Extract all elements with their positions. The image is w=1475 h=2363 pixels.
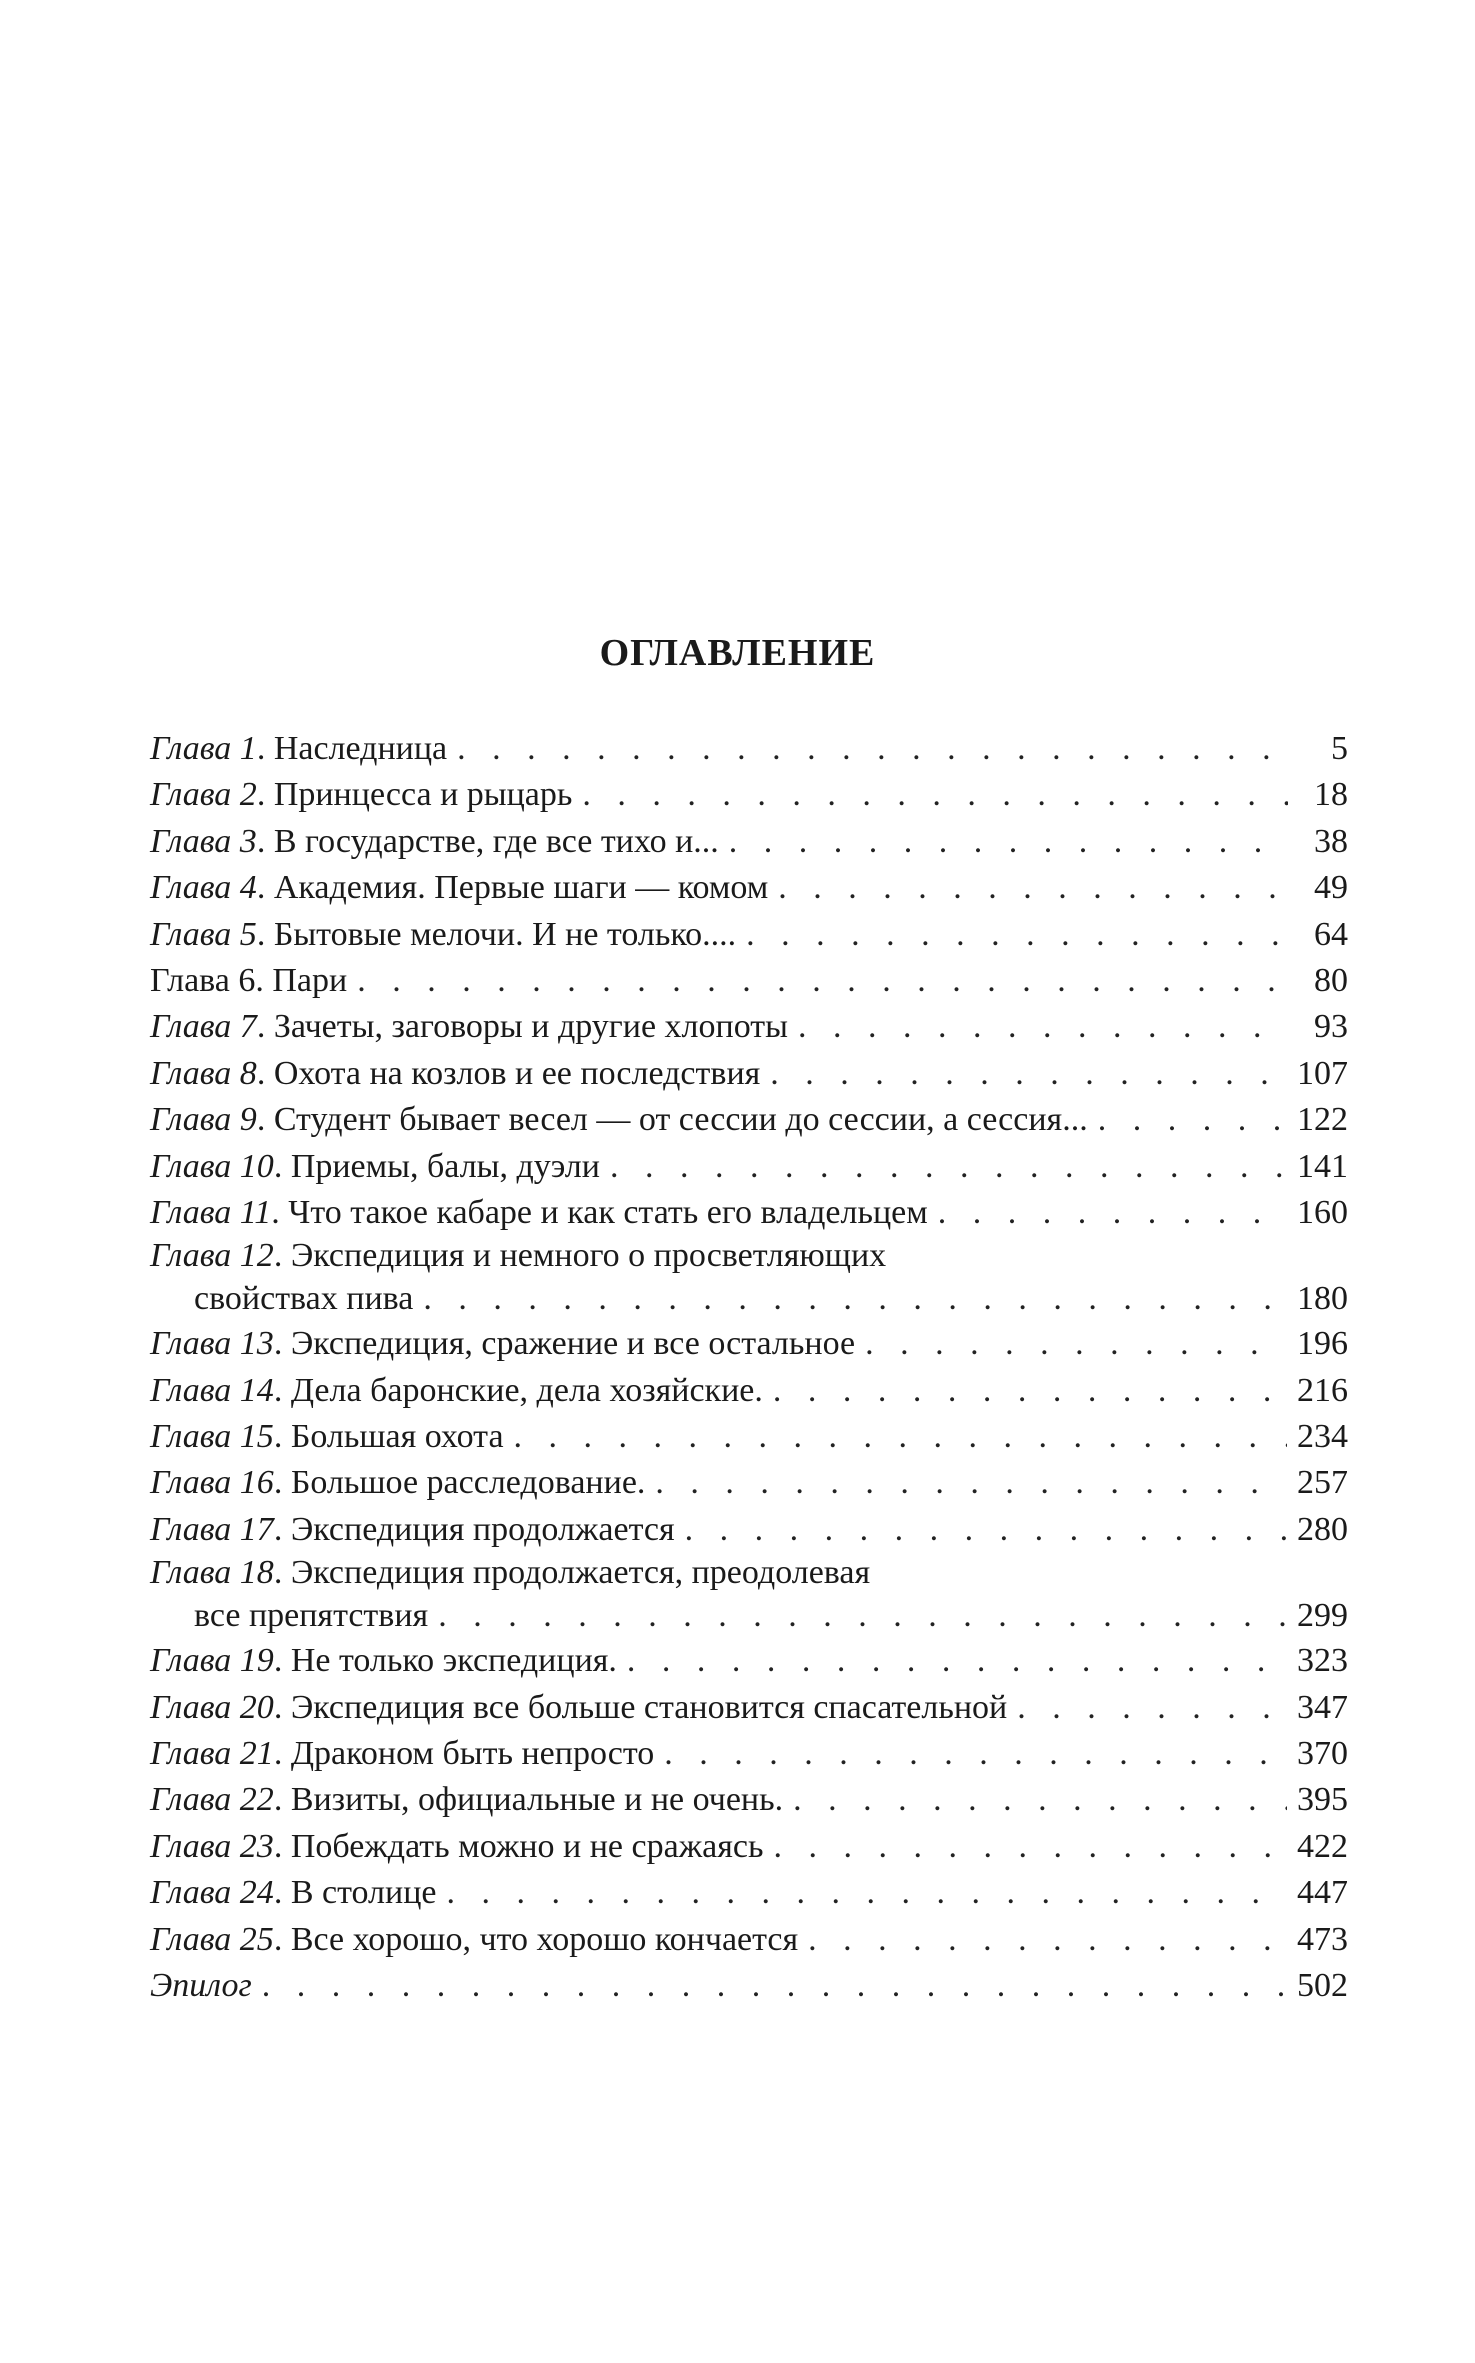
toc-entry-separator: . [256,869,274,907]
toc-entry-title: Большая охота [290,1418,504,1456]
toc-entry-label: Глава 20 [150,1688,274,1726]
toc-dot-leader [778,865,1288,911]
toc-entry-title: Экспедиция продолжается [290,1510,675,1548]
toc-entry-label: Глава 14 [150,1371,274,1409]
toc-entry-page-number: 107 [1297,1054,1348,1092]
toc-entry-label: Глава 12 [150,1237,274,1275]
toc-dot-leader [685,1507,1287,1553]
toc-dot-leader [938,1190,1287,1236]
toc-entry [150,1051,1348,1097]
toc-entry-separator: . [273,1147,291,1185]
toc-entry-separator: . [273,1920,291,1958]
toc-entry [150,1321,1348,1367]
toc-entry [150,1414,1348,1460]
toc-entry-separator: . [256,1054,274,1092]
toc-entry [150,726,1348,772]
toc-entry-page-number: 323 [1297,1642,1348,1680]
toc-dot-leader [582,772,1288,818]
toc-entry-separator: . [256,776,274,814]
toc-entry [150,958,1348,1004]
toc-entry [150,1460,1348,1506]
toc-entry-page-number: 180 [1297,1280,1348,1318]
toc-entry-label: Глава 7 [150,1008,257,1046]
toc-entry [150,1507,1348,1553]
toc-entry [150,1963,1348,2009]
toc-entry-label: Глава 13 [150,1325,274,1363]
toc-dot-leader [793,1777,1287,1823]
toc-dot-leader [423,1276,1287,1321]
toc-entry-page-number: 64 [1314,915,1348,953]
toc-entry-title: Приемы, балы, дуэли [290,1147,600,1185]
toc-entry-title: Охота на козлов и ее последствия [273,1054,761,1092]
toc-entry-separator: . [256,730,274,767]
toc-entry-separator: . [273,1237,291,1275]
toc-entry-page-number: 280 [1297,1510,1348,1548]
toc-entry-page-number: 257 [1297,1464,1348,1502]
toc-entry-page-number: 370 [1297,1735,1348,1773]
toc-entry-title-continued: все препятствия [194,1597,429,1635]
toc-entry-title-continued: свойствах пива [194,1280,414,1318]
toc-entry-separator: . [255,961,273,999]
toc-entry-title: В государстве, где все тихо и... [273,822,719,860]
toc-entry-page-number: 93 [1314,1008,1348,1046]
toc-entry-title: Академия. Первые шаги — комом [273,869,769,907]
toc-dot-leader [865,1321,1287,1367]
toc-entry-page-number: 299 [1297,1597,1348,1635]
toc-dot-leader [746,912,1288,958]
toc-entry-label: Глава 5 [150,915,257,953]
toc-entry-separator: . [273,1642,291,1680]
toc-entry [150,1097,1348,1143]
toc-entry-page-number: 38 [1314,822,1348,860]
toc-entry-title: Дела баронские, дела хозяйские. [290,1371,763,1409]
toc-dot-leader [457,726,1288,772]
toc-dot-leader [664,1731,1287,1777]
toc-entry [150,1144,1348,1190]
toc-entry-title: Принцесса и рыцарь [273,776,573,814]
toc-entry-label: Глава 8 [150,1054,257,1092]
toc-entry-label: Глава 3 [150,822,257,860]
toc-entry-title: Наследница [273,730,448,767]
toc-entry-label: Глава 10 [150,1147,274,1185]
toc-entry-title: Пари [272,961,348,999]
toc-entry-label: Глава 15 [150,1418,274,1456]
toc-entry [150,865,1348,911]
toc-entry-title: Драконом быть непросто [290,1735,655,1773]
toc-entry-page-number: 447 [1297,1874,1348,1912]
toc-dot-leader [357,958,1288,1004]
toc-entry [150,772,1348,818]
toc-entry-separator: . [273,1554,291,1592]
toc-entry [150,1190,1348,1236]
toc-dot-leader [770,1051,1287,1097]
toc-entry-label: Глава 18 [150,1554,274,1592]
toc-entry [150,819,1348,865]
toc-entry-title: Визиты, официальные и не очень. [290,1781,784,1819]
toc-entry-label: Глава 2 [150,776,257,814]
toc-entry-separator: . [256,822,274,860]
toc-entry [150,1004,1348,1050]
toc-entry [150,1236,1348,1321]
toc-entry-label: Глава 6 [150,961,256,999]
toc-entry-title: Большое расследование. [290,1464,646,1502]
toc-entry-separator: . [273,1735,291,1773]
toc-entry-separator: . [256,1008,274,1046]
toc-entry-title: В столице [290,1874,437,1912]
toc-entry-separator: . [273,1325,291,1363]
toc-entry-label: Глава 22 [150,1781,274,1819]
toc-dot-leader [729,819,1288,865]
toc-entry [150,1731,1348,1777]
toc-entry-separator: . [273,1781,291,1819]
table-of-contents [150,726,1348,2009]
toc-entry-label: Глава 4 [150,869,257,907]
toc-entry [150,1870,1348,1916]
toc-entry [150,1638,1348,1684]
toc-entry-label: Глава 9 [150,1101,257,1139]
toc-entry-separator: . [273,1510,291,1548]
toc-entry-page-number: 18 [1314,776,1348,814]
toc-entry-title: Экспедиция и немного о просветляющих [290,1237,887,1275]
toc-dot-leader [627,1638,1287,1684]
toc-entry-label: Эпилог [150,1966,252,2004]
toc-entry-title: Экспедиция все больше становится спасательной [290,1688,1008,1726]
toc-dot-leader [774,1824,1287,1870]
toc-entry-page-number: 234 [1297,1418,1348,1456]
toc-entry [150,1824,1348,1870]
toc-entry [150,1777,1348,1823]
page-title: ОГЛАВЛЕНИЕ [599,632,876,674]
toc-entry-separator: . [273,1371,291,1409]
toc-entry-title: Зачеты, заговоры и другие хлопоты [273,1008,788,1046]
toc-entry-separator: . [273,1874,291,1912]
toc-dot-leader [1017,1685,1287,1731]
toc-entry-label: Глава 16 [150,1464,274,1502]
toc-entry-separator: . [273,1418,291,1456]
toc-entry-page-number: 141 [1297,1147,1348,1185]
toc-entry-separator: . [273,1688,291,1726]
toc-dot-leader [514,1414,1287,1460]
toc-entry-separator: . [256,915,274,953]
toc-entry-separator: . [271,1193,289,1231]
toc-entry-separator: . [256,1101,274,1139]
toc-entry-label: Глава 24 [150,1874,274,1912]
toc-entry-label: Глава 21 [150,1735,274,1773]
toc-entry [150,1368,1348,1414]
toc-entry [150,912,1348,958]
toc-entry-title: Все хорошо, что хорошо кончается [290,1920,799,1958]
toc-dot-leader [447,1870,1288,1916]
toc-entry-separator: . [273,1464,291,1502]
toc-entry-title: Студент бывает весел — от сессии до сессии, а сессия... [273,1101,1088,1139]
toc-dot-leader [438,1593,1287,1638]
toc-entry-label: Глава 25 [150,1920,274,1958]
toc-dot-leader [773,1368,1287,1414]
toc-entry-title: Что такое кабаре и как стать его владельцем [288,1193,928,1231]
toc-entry-title: Побеждать можно и не сражаясь [290,1827,764,1865]
toc-entry [150,1917,1348,1963]
toc-entry-page-number: 196 [1297,1325,1348,1363]
toc-entry-label: Глава 19 [150,1642,274,1680]
toc-entry-label: Глава 1 [150,730,257,767]
toc-entry-page-number: 347 [1297,1688,1348,1726]
toc-entry-title: Экспедиция продолжается, преодолевая [290,1554,871,1592]
toc-entry [150,1685,1348,1731]
toc-entry-page-number: 49 [1314,869,1348,907]
toc-entry-label: Глава 17 [150,1510,274,1548]
toc-dot-leader [610,1144,1287,1190]
toc-entry-page-number: 422 [1297,1827,1348,1865]
toc-dot-leader [1098,1097,1287,1143]
toc-entry-label: Глава 23 [150,1827,274,1865]
toc-entry-page-number: 473 [1297,1920,1348,1958]
toc-entry-page-number: 122 [1297,1101,1348,1139]
toc-entry-title: Бытовые мелочи. И не только.... [273,915,737,953]
toc-entry [150,1553,1348,1638]
toc-entry-title: Не только экспедиция. [290,1642,617,1680]
toc-dot-leader [808,1917,1287,1963]
toc-entry-separator: . [273,1827,291,1865]
toc-dot-leader [262,1963,1287,2009]
toc-entry-title: Экспедиция, сражение и все остальное [290,1325,856,1363]
toc-entry-label: Глава 11 [150,1193,272,1231]
toc-entry-page-number: 216 [1297,1371,1348,1409]
toc-entry-page-number: 5 [1331,730,1348,767]
toc-entry-page-number: 80 [1314,961,1348,999]
toc-entry-page-number: 160 [1297,1193,1348,1231]
toc-entry-page-number: 395 [1297,1781,1348,1819]
toc-dot-leader [655,1460,1287,1506]
toc-entry-page-number: 502 [1297,1966,1348,2004]
toc-dot-leader [798,1004,1288,1050]
